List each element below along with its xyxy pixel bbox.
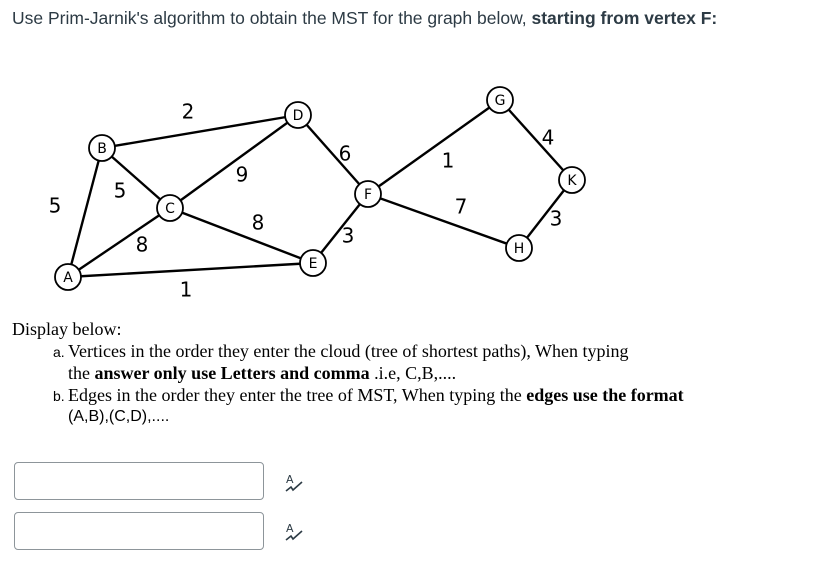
node-K: [559, 167, 585, 193]
instruction-a-marker: a.: [53, 344, 65, 360]
node-label-B: B: [97, 141, 107, 157]
spellcheck-icon[interactable]: [282, 471, 306, 495]
edge-F-G: [368, 100, 500, 194]
node-label-H: H: [513, 241, 525, 257]
instruction-b-pre: Edges in the order they enter the tree of MST, When typing the: [68, 385, 527, 405]
node-G: [487, 87, 513, 113]
edge-weight-F-H: 7: [454, 194, 468, 219]
instructions-heading: Display below:: [12, 319, 122, 339]
instruction-a-bold: answer only use Letters and comma: [94, 363, 370, 383]
edge-C-D: [170, 115, 298, 208]
answer-input-vertices[interactable]: [14, 462, 264, 500]
node-label-G: G: [494, 93, 506, 109]
instruction-a-post: .i.e, C,B,....: [369, 363, 457, 383]
edge-B-D: [102, 115, 298, 148]
answer-input-edges[interactable]: [14, 512, 264, 550]
edge-F-H: [368, 194, 519, 248]
node-A: [55, 264, 81, 290]
edge-weight-A-B: 5: [48, 193, 62, 218]
question-prompt: Use Prim-Jarnik's algorithm to obtain the MST for the graph below,: [12, 8, 532, 28]
edge-weight-C-E: 8: [251, 210, 265, 235]
node-E: [300, 250, 326, 276]
spellcheck-icon[interactable]: [282, 520, 306, 544]
instruction-a-pre: the: [68, 363, 95, 383]
edge-weight-E-F: 3: [341, 223, 355, 248]
svg-text:A: A: [286, 522, 294, 535]
node-H: [506, 235, 532, 261]
edge-A-E: [68, 263, 313, 277]
edge-weight-C-D: 9: [235, 162, 249, 187]
instruction-b-marker: b.: [53, 388, 65, 404]
edge-weight-D-F: 6: [338, 141, 352, 166]
edge-G-K: [500, 100, 572, 180]
edge-weight-F-G: 1: [441, 148, 455, 173]
edge-weight-H-K: 3: [549, 206, 563, 231]
node-B: [89, 135, 115, 161]
node-label-A: A: [63, 270, 73, 286]
node-label-E: E: [308, 256, 318, 272]
node-D: [285, 102, 311, 128]
question-start-vertex: starting from vertex F:: [531, 8, 718, 28]
edge-weight-A-E: 1: [179, 277, 193, 302]
node-F: [355, 181, 381, 207]
instruction-a-line2: [12, 362, 812, 384]
edge-weight-B-D: 2: [181, 99, 195, 124]
instruction-b-bold: edges use the format: [526, 385, 684, 405]
instruction-a: [12, 340, 812, 362]
edge-weight-A-C: 8: [135, 232, 149, 257]
instruction-a-line1: Vertices in the order they enter the cloud (tree of shortest paths), When typing: [68, 341, 629, 361]
edge-D-F: [298, 115, 368, 194]
edge-weight-G-K: 4: [541, 125, 555, 150]
node-C: [157, 195, 183, 221]
node-label-D: D: [292, 108, 304, 124]
instruction-b-line2: (A,B),(C,D),....: [68, 408, 170, 425]
edge-C-E: [170, 208, 313, 263]
instructions: [12, 318, 812, 428]
instruction-b: [12, 384, 812, 406]
node-label-C: C: [165, 201, 175, 217]
node-label-K: K: [567, 173, 577, 189]
edge-weight-B-C: 5: [113, 178, 127, 203]
node-label-F: F: [363, 187, 373, 203]
svg-text:A: A: [286, 473, 294, 486]
